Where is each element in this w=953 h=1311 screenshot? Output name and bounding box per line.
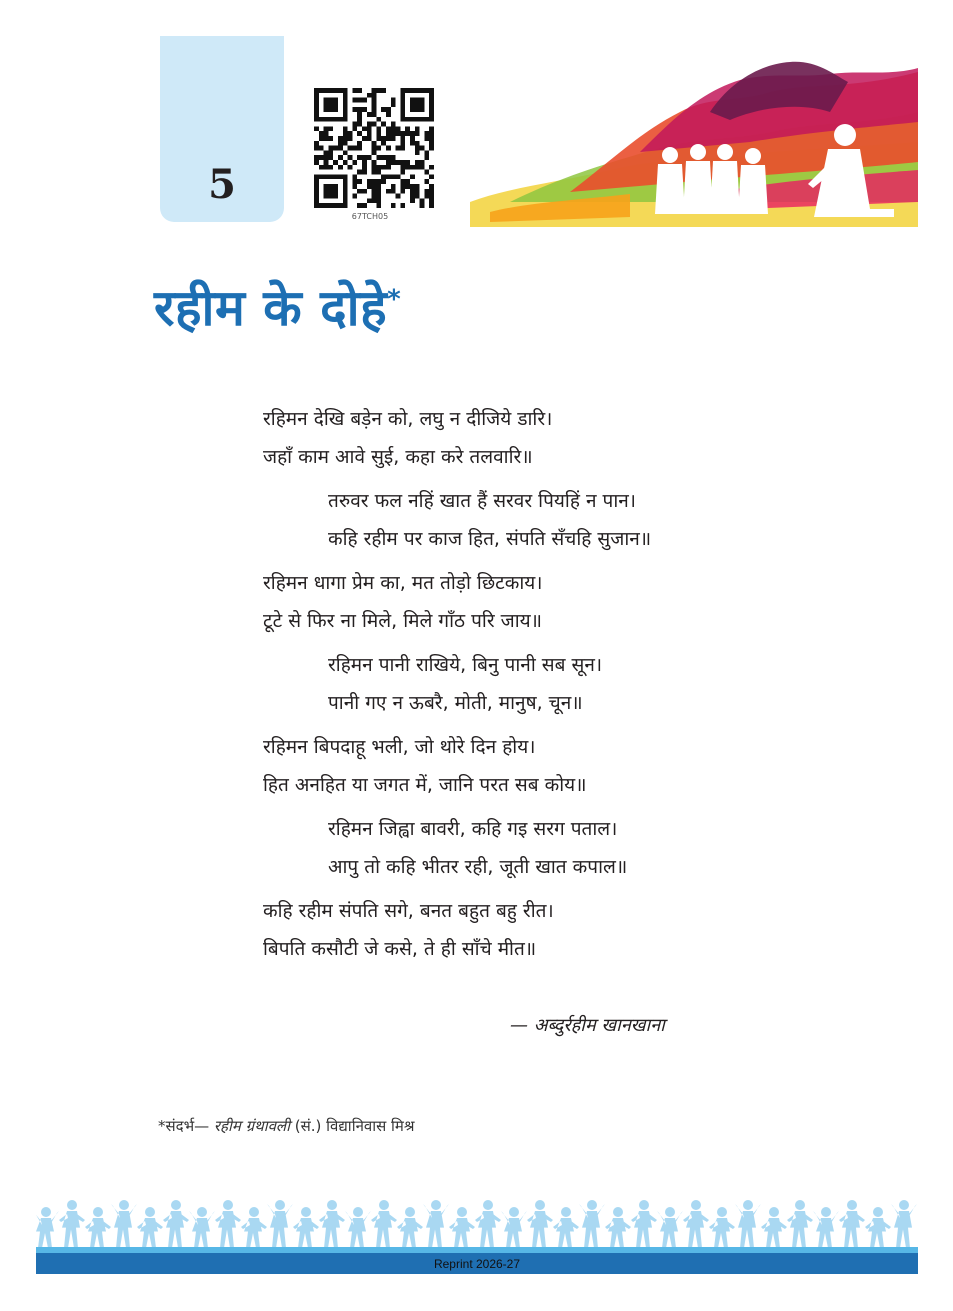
poem-line: बिपति कसौटी जे कसे, ते ही साँचे मीत॥ xyxy=(263,938,537,960)
poem-line: कहि रहीम पर काज हित, संपति सँचहि सुजान॥ xyxy=(328,528,652,550)
footnote-prefix: *संदर्भ— xyxy=(158,1117,214,1135)
poem-line: रहिमन जिह्वा बावरी, कहि गइ सरग पताल। xyxy=(328,818,618,840)
chapter-tab xyxy=(160,36,284,222)
poem-line: रहिमन धागा प्रेम का, मत तोड़ो छिटकाय। xyxy=(263,572,543,594)
poem-line: रहिमन देखि बड़ेन को, लघु न दीजिये डारि। xyxy=(263,408,553,430)
chapter-banner-illustration xyxy=(470,52,918,227)
footnote-editor: (सं.) विद्यानिवास मिश्र xyxy=(289,1117,415,1135)
footer-bar xyxy=(36,1247,918,1274)
poem-line: तरुवर फल नहिं खात हैं सरवर पियहिं न पान। xyxy=(328,490,637,512)
chapter-number: 5 xyxy=(208,161,236,208)
footnote xyxy=(158,1116,415,1136)
qr-code-label: 67TCH05 xyxy=(351,212,389,221)
poem-line: रहिमन बिपदाहू भली, जो थोरे दिन होय। xyxy=(263,736,536,758)
page-title xyxy=(154,272,401,340)
poem-line: जहाँ काम आवे सुई, कहा करे तलवारि॥ xyxy=(263,446,533,468)
page-title-text: रहीम के दोहे xyxy=(154,279,388,337)
qr-code-icon[interactable] xyxy=(314,88,434,208)
poem-line: आपु तो कहि भीतर रही, जूती खात कपाल॥ xyxy=(328,856,628,878)
title-footnote-mark: * xyxy=(387,284,402,315)
footer-children-silhouettes xyxy=(36,1190,918,1248)
poem-line: रहिमन पानी राखिये, बिनु पानी सब सून। xyxy=(328,654,603,676)
poem-line: हित अनहित या जगत में, जानि परत सब कोय॥ xyxy=(263,774,587,796)
poem-line: कहि रहीम संपति सगे, बनत बहुत बहु रीत। xyxy=(263,900,554,922)
author-credit: — अब्दुर्रहीम खानखाना xyxy=(510,1015,665,1036)
footnote-book-title: रहीम ग्रंथावली xyxy=(213,1117,290,1135)
reprint-label: Reprint 2026-27 xyxy=(433,1257,521,1271)
poem-line: टूटे से फिर ना मिले, मिले गाँठ परि जाय॥ xyxy=(263,610,543,632)
poem-line: पानी गए न ऊबरै, मोती, मानुष, चून॥ xyxy=(328,692,583,714)
